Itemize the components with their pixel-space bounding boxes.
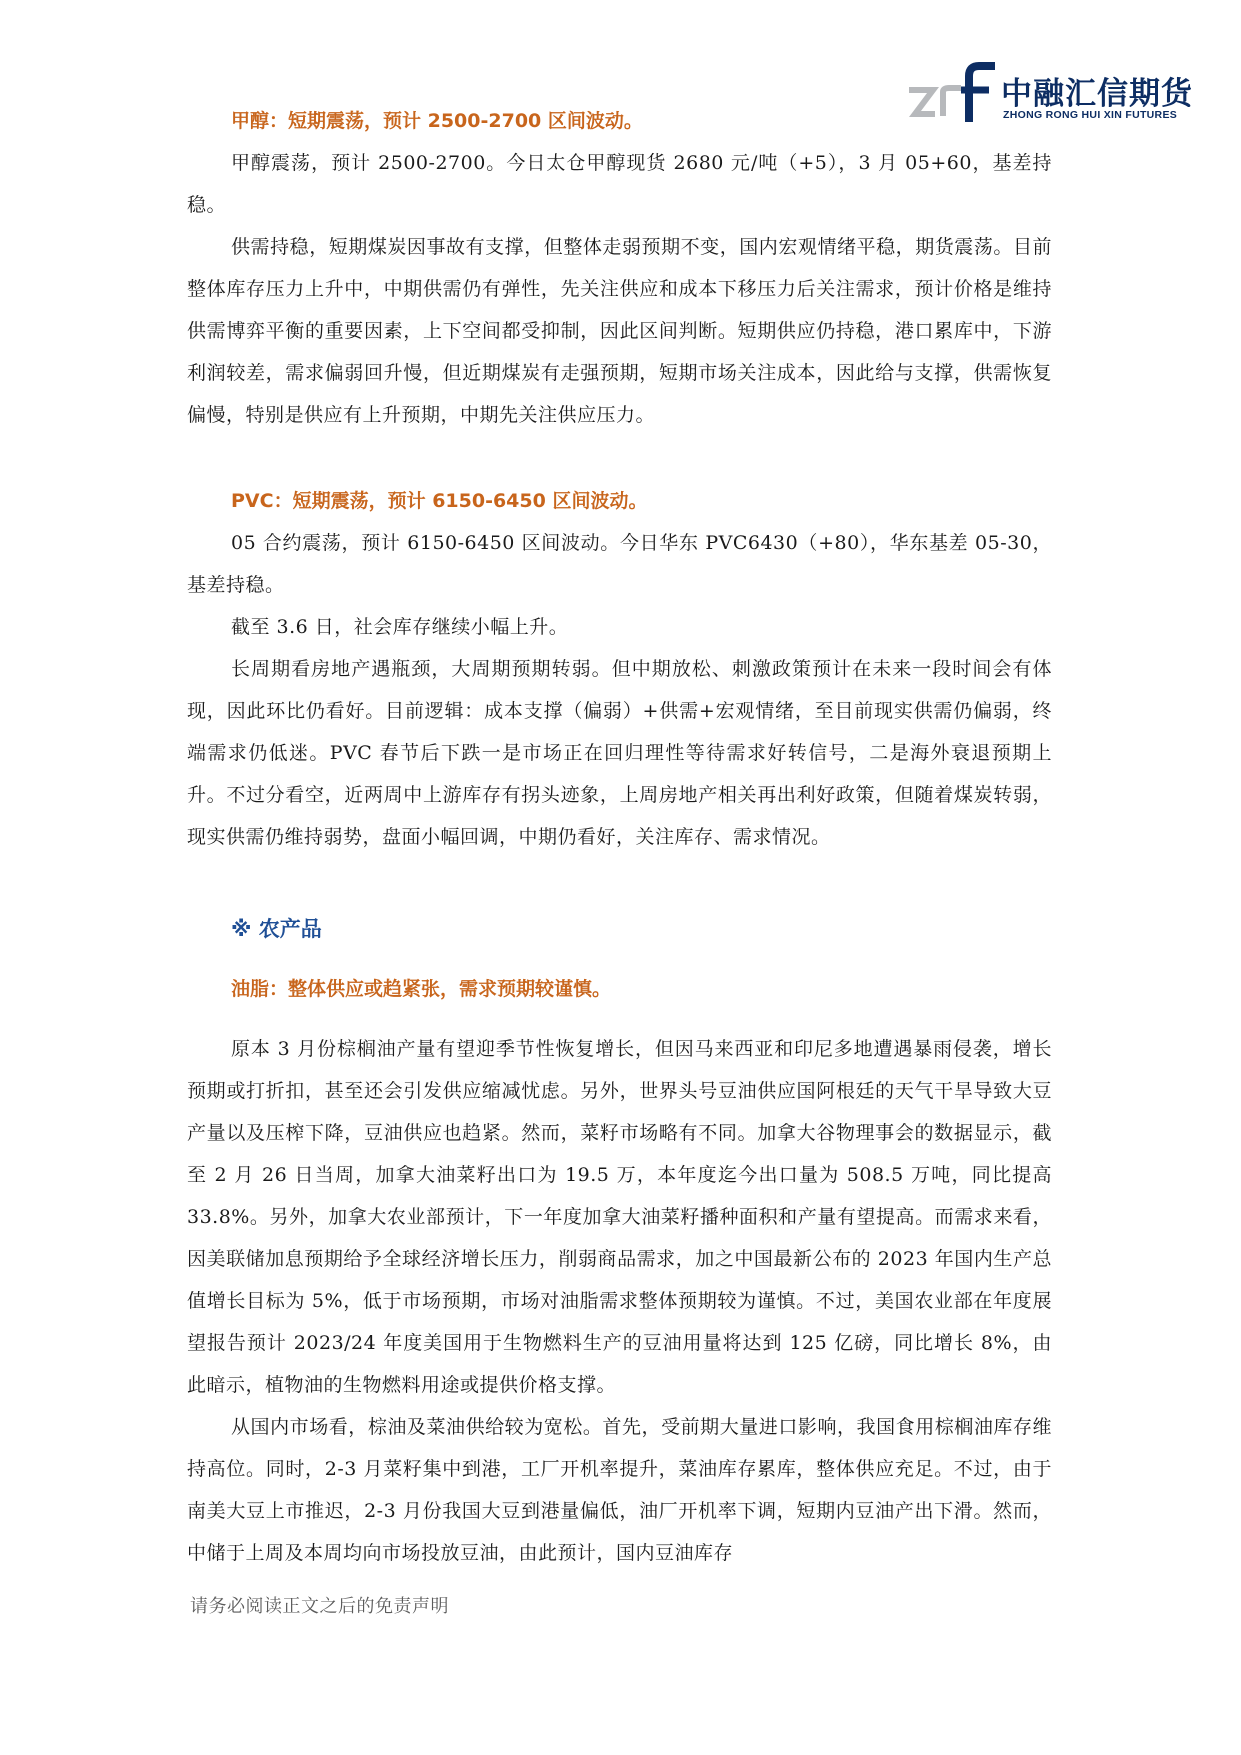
- oils-paragraph: 从国内市场看，棕油及菜油供给较为宽松。首先，受前期大量进口影响，我国食用棕榈油库存维持高位。同时，2-3 月菜籽集中到港，工厂开机率提升，菜油库存累库，整体供应充足。不过，由于南美大豆上市推迟，2-3 月份我国大豆到港量偏低，油厂开机率下调，短期内豆油产出下滑。然而，中储于上周及本周均向市场投放豆油，由此预计，国内豆油库存: [187, 1416, 1052, 1564]
- oils-heading: 油脂：整体供应或趋紧张，需求预期较谨慎。: [231, 978, 612, 1000]
- spacer: [187, 436, 1052, 480]
- pvc-heading: PVC：短期震荡，预计 6150-6450 区间波动。: [231, 490, 648, 512]
- spacer: [187, 950, 1052, 968]
- methanol-heading: 甲醇：短期震荡，预计 2500-2700 区间波动。: [231, 110, 643, 132]
- methanol-paragraph: 甲醇震荡，预计 2500-2700。今日太仓甲醇现货 2680 元/吨（+5），3 月 05+60，基差持稳。: [187, 152, 1052, 216]
- methanol-paragraph: 供需持稳，短期煤炭因事故有支撑，但整体走弱预期不变，国内宏观情绪平稳，期货震荡。目前整体库存压力上升中，中期供需仍有弹性，先关注供应和成本下移压力后关注需求，预计价格是维持供需博弈平衡的重要因素，上下空间都受抑制，因此区间判断。短期供应仍持稳，港口累库中，下游利润较差，需求偏弱回升慢，但近期煤炭有走强预期，短期市场关注成本，因此给与支撑，供需恢复偏慢，特别是供应有上升预期，中期先关注供应压力。: [187, 236, 1052, 426]
- oils-paragraph: 原本 3 月份棕榈油产量有望迎季节性恢复增长，但因马来西亚和印尼多地遭遇暴雨侵袭，增长预期或打折扣，甚至还会引发供应缩减忧虑。另外，世界头号豆油供应国阿根廷的天气干旱导致大豆产量以及压榨下降，豆油供应也趋紧。然而，菜籽市场略有不同。加拿大谷物理事会的数据显示，截至 2 月 26 日当周，加拿大油菜籽出口为 19.5 万，本年度迄今出口量为 508.5 万吨，同比提高 33.8%。另外，加拿大农业部预计，下一年度加拿大油菜籽播种面积和产量有望提高。而需求来看，因美联储加息预期给予全球经济增长压力，削弱商品需求，加之中国最新公布的 2023 年国内生产总值增长目标为 5%，低于市场预期，市场对油脂需求整体预期较为谨慎。不过，美国农业部在年度展望报告预计 2023/24 年度美国用于生物燃料生产的豆油用量将达到 125 亿磅，同比增长 8%，由此暗示，植物油的生物燃料用途或提供价格支撑。: [187, 1038, 1052, 1396]
- logo-chinese-name: 中融汇信期货: [1001, 76, 1193, 112]
- logo-english-name: ZHONG RONG HUI XIN FUTURES: [1003, 109, 1178, 121]
- spacer: [187, 1010, 1052, 1028]
- pvc-paragraph: 截至 3.6 日，社会库存继续小幅上升。: [231, 616, 569, 638]
- report-body: [187, 100, 1052, 1574]
- spacer: [187, 858, 1052, 908]
- pvc-paragraph: 长周期看房地产遇瓶颈，大周期预期转弱。但中期放松、刺激政策预计在未来一段时间会有体现，因此环比仍看好。目前逻辑：成本支撑（偏弱）+供需+宏观情绪，至目前现实供需仍偏弱，终端需求仍低迷。PVC 春节后下跌一是市场正在回归理性等待需求好转信号，二是海外衰退预期上升。不过分看空，近两周中上游库存有拐头迹象，上周房地产相关再出利好政策，但随着煤炭转弱，现实供需仍维持弱势，盘面小幅回调，中期仍看好，关注库存、需求情况。: [187, 658, 1052, 848]
- footer-disclaimer: 请务必阅读正文之后的免责声明: [190, 1596, 449, 1617]
- agri-section-title: ※ 农产品: [231, 917, 322, 941]
- pvc-paragraph: 05 合约震荡，预计 6150-6450 区间波动。今日华东 PVC6430（+80），华东基差 05-30，基差持稳。: [187, 532, 1052, 596]
